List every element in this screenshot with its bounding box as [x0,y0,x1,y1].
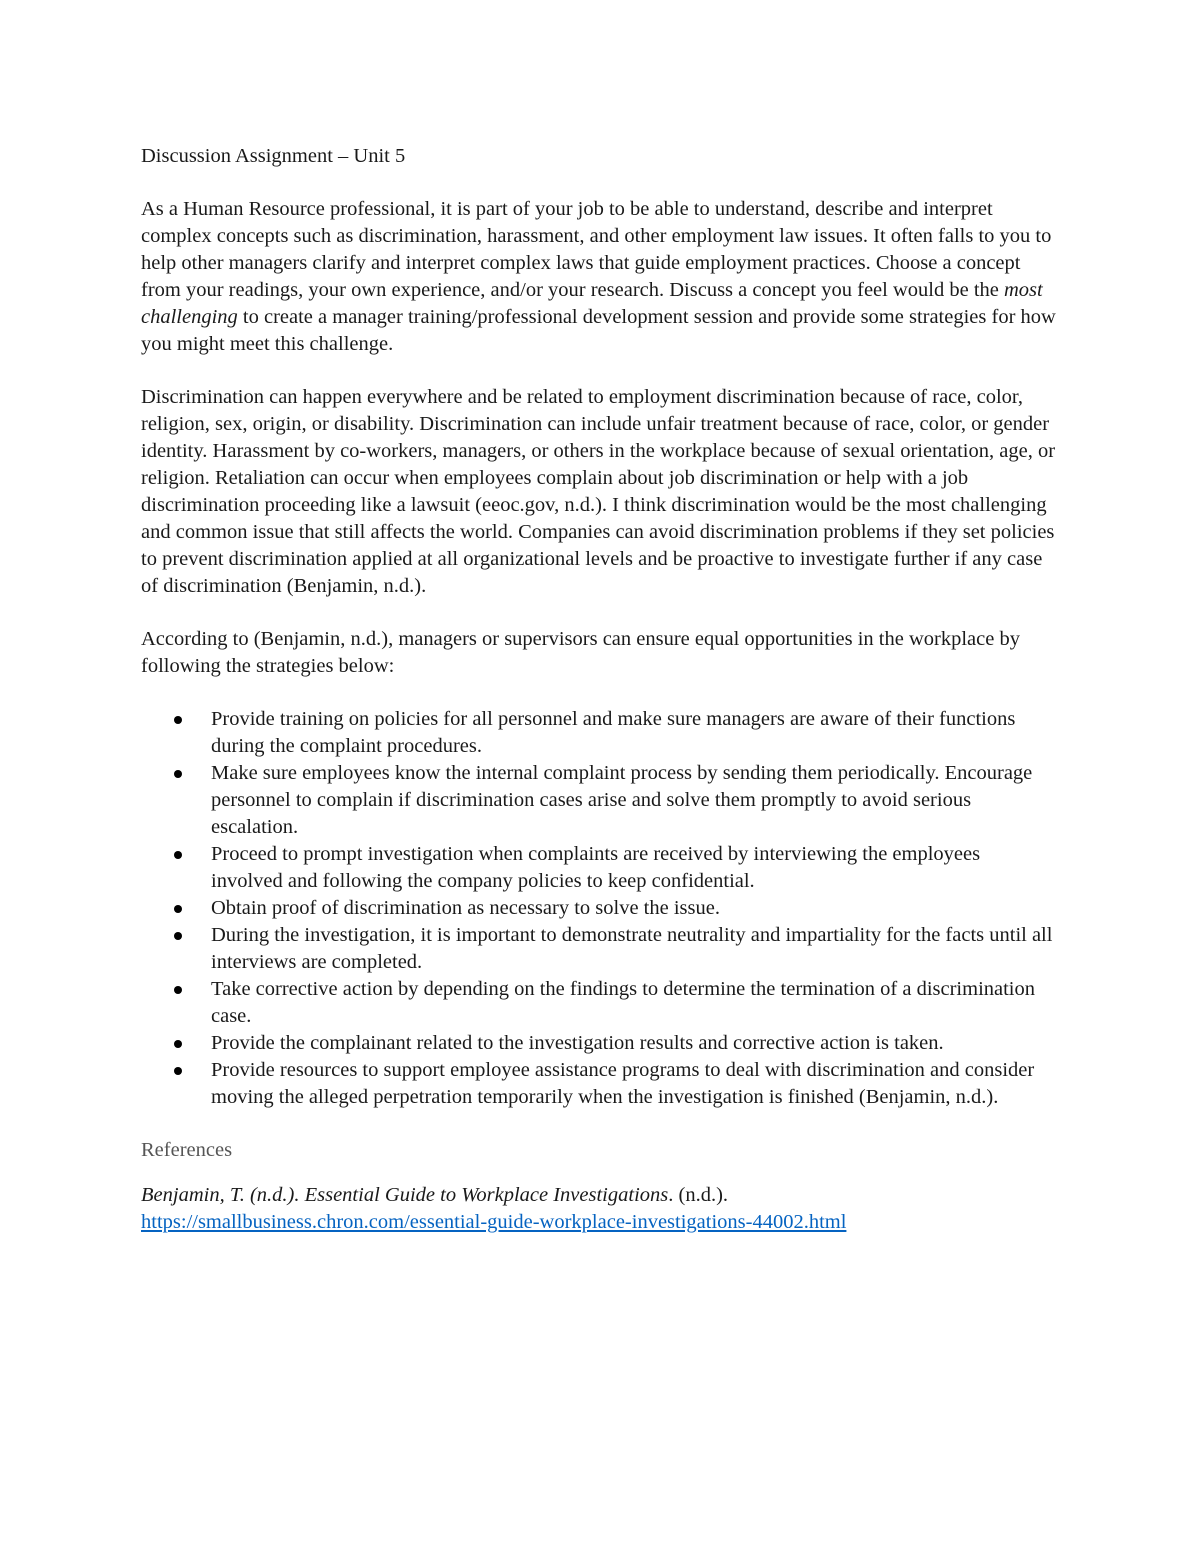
prompt-emphasis: most challenging [141,279,1043,328]
reference-suffix: . (n.d.). [668,1184,729,1206]
document-page [141,143,1056,1236]
prompt-text-start: As a Human Resource professional, it is part of your job to be able to understand, describe and interpret complex concepts such as discrimination, harassment, and other employment law issues. It often falls to you to help other managers clarify and interpret complex laws that guide employment practices. Choose a concept from your readings, your own experience, and/or your research. Discuss a concept you feel would be the [141,198,1052,301]
bullet-icon [174,770,182,778]
reference-author-date: Benjamin, T. (n.d.). [141,1184,305,1206]
list-item [141,922,1056,976]
body-paragraph-discrimination: Discrimination can happen everywhere and be related to employment discrimination because of race, color, religion, sex, origin, or disability. Discrimination can include unfair treatment because of race, color, or gender identity. Harassment by co-workers, managers, or others in the workplace because of sexual orientation, age, or religion. Retaliation can occur when employees complain about job discrimination or help with a job discrimination proceeding like a lawsuit (eeoc.gov, n.d.). I think discrimination would be the most challenging and common issue that still affects the world. Companies can avoid discrimination problems if they set policies to prevent discrimination applied at all organizational levels and be proactive to investigate further if any case of discrimination (Benjamin, n.d.). [141,386,1056,597]
list-item-text: Make sure employees know the internal complaint process by sending them periodically. Encourage personnel to complain if discrimination cases arise and solve them promptly to avoid serious escalation. [211,762,1033,838]
list-item [141,1057,1056,1111]
body-paragraph-strategies-intro: According to (Benjamin, n.d.), managers or supervisors can ensure equal opportunities in the workplace by following the strategies below: [141,628,1020,677]
bullet-icon [174,1040,182,1048]
bullet-icon [174,1067,182,1075]
list-item [141,841,1056,895]
list-item-text: Take corrective action by depending on the findings to determine the termination of a discrimination case. [211,978,1036,1027]
list-item [141,706,1056,760]
prompt-text-end: to create a manager training/professional development session and provide some strategies for how you might meet this challenge. [141,306,1056,355]
list-item [141,1030,1056,1057]
strategies-list [141,706,1056,1111]
bullet-icon [174,986,182,994]
list-item [141,976,1056,1030]
list-item-text: Provide training on policies for all personnel and make sure managers are aware of their functions during the complaint procedures. [211,708,1016,757]
bullet-icon [174,932,182,940]
list-item-text: Obtain proof of discrimination as necessary to solve the issue. [211,897,720,919]
list-item [141,895,1056,922]
reference-title: Essential Guide to Workplace Investigations [304,1184,669,1206]
list-item [141,760,1056,841]
list-item-text: Proceed to prompt investigation when complaints are received by interviewing the employees involved and following the company policies to keep confidential. [211,843,981,892]
list-item-text: Provide resources to support employee assistance programs to deal with discrimination and consider moving the alleged perpetration temporarily when the investigation is finished (Benjamin, n.d.). [211,1059,1035,1108]
list-item-text: During the investigation, it is important to demonstrate neutrality and impartiality for the facts until all interviews are completed. [211,924,1053,973]
reference-entry [141,1182,1056,1236]
bullet-icon [174,851,182,859]
document-title: Discussion Assignment – Unit 5 [141,145,406,167]
bullet-icon [174,905,182,913]
bullet-icon [174,716,182,724]
list-item-text: Provide the complainant related to the investigation results and corrective action is taken. [211,1032,944,1054]
reference-url-link[interactable]: https://smallbusiness.chron.com/essential-guide-workplace-investigations-44002.html [141,1211,847,1233]
references-heading: References [141,1139,233,1161]
assignment-prompt [141,196,1056,358]
